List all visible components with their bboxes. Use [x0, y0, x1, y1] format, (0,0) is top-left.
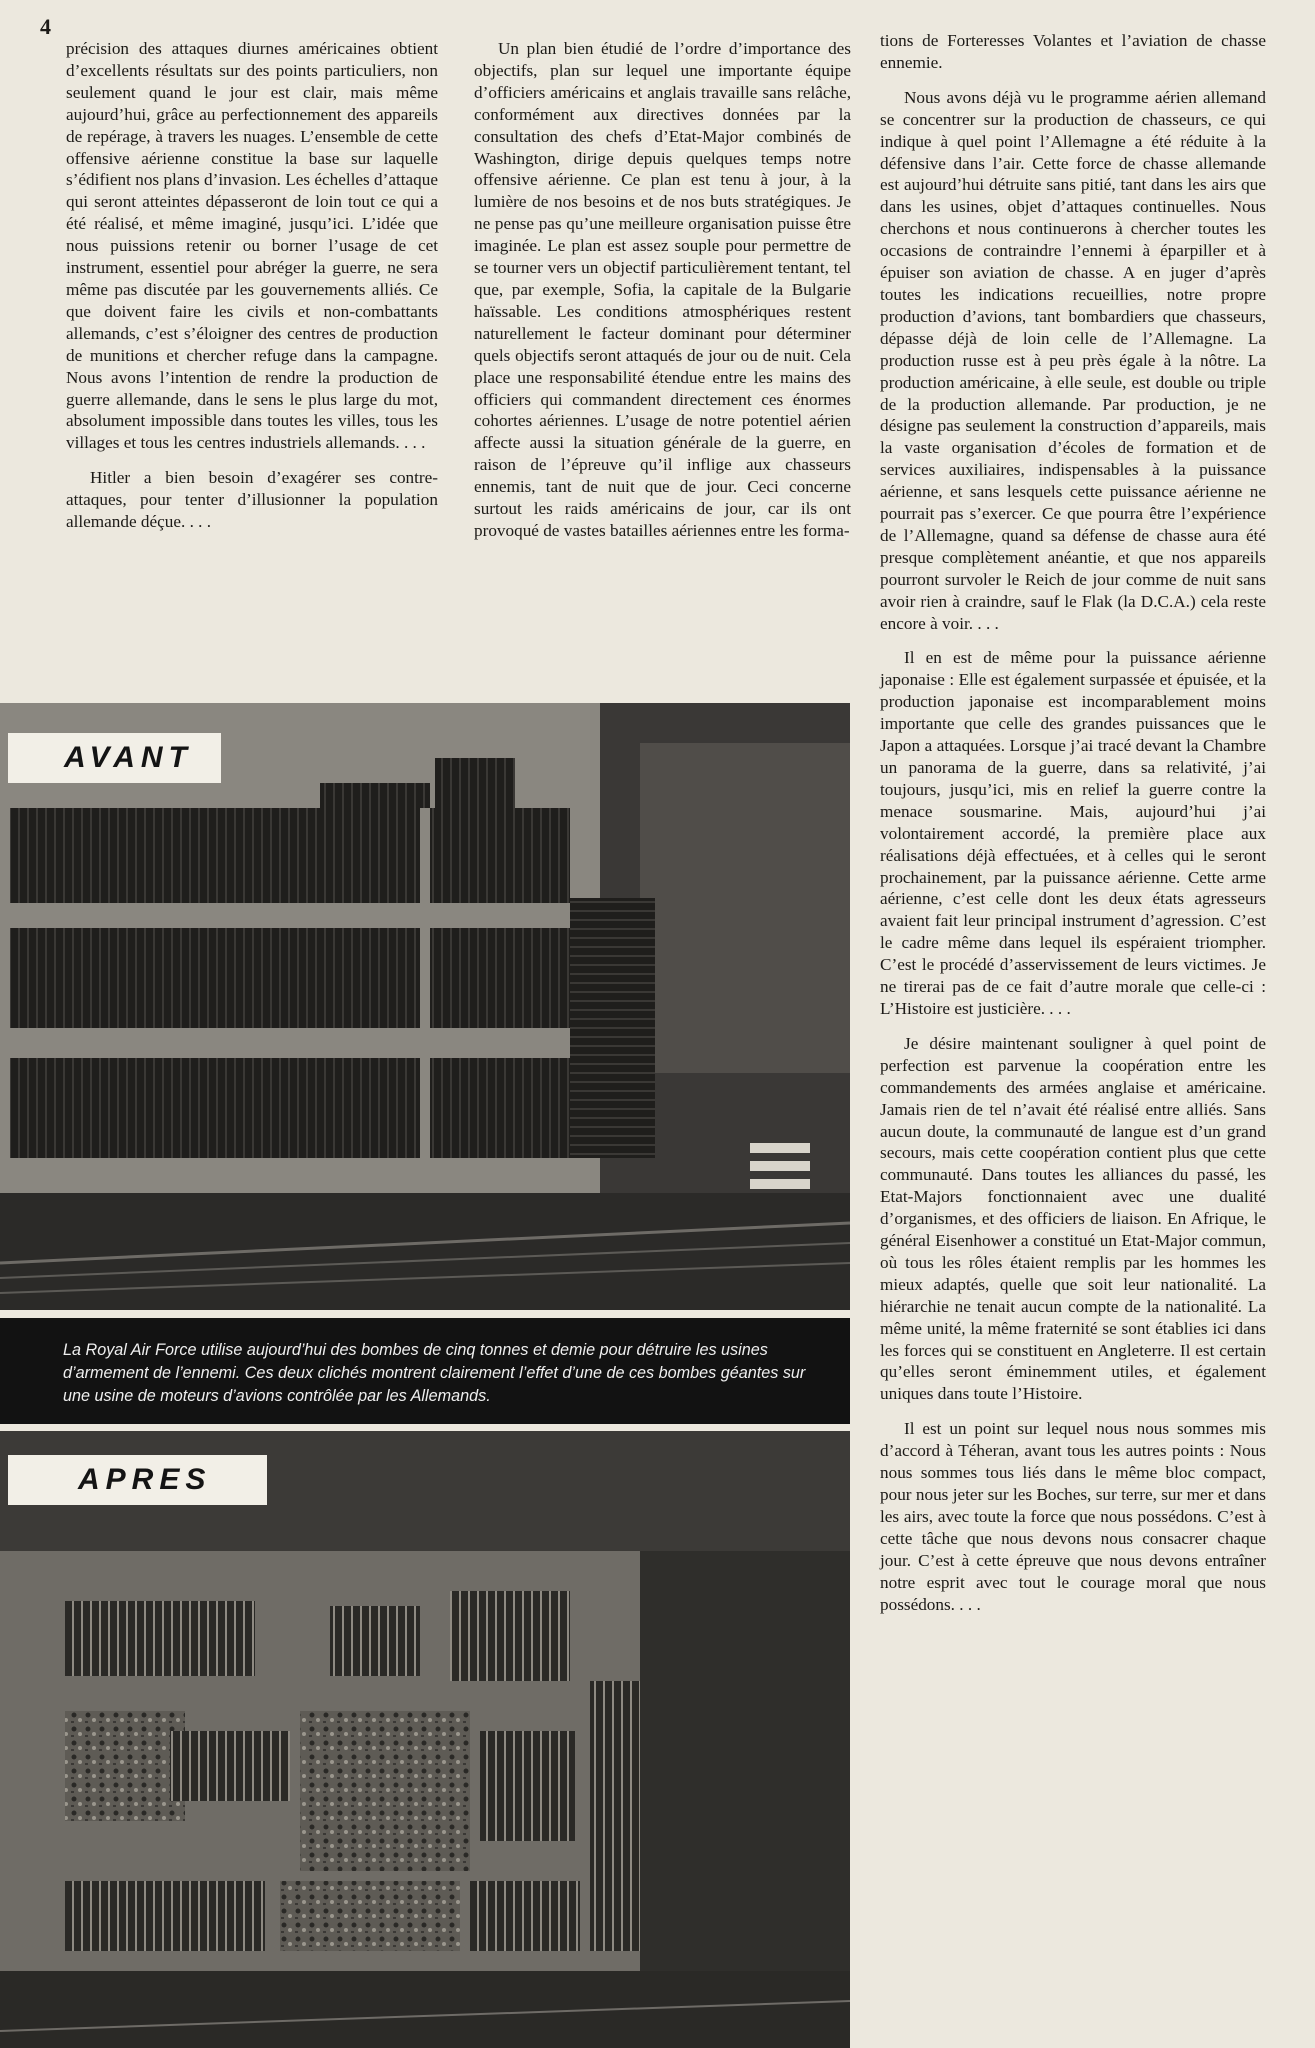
factory-halls	[10, 758, 655, 1158]
paragraph: précision des attaques diurnes américaines obtient d’excellents résultats sur des points particuliers, non seulement quand le jour est clair, mais même aujourd’hui, grâce au perfectionnement des appareils de repérage, à travers les nuages. L’ensemble de cette offensive aérienne constitue la base sur laquelle s’édifient nos plans d’invasion. Les échelles d’attaque qui seront atteintes dépasseront de loin tout ce qui a été réalisé, et même imaginé, jusqu’ici. L’idée que nous puissions retenir ou borner l’usage de cet instrument, essentiel pour abréger la guerre, ne sera même pas discutée par les gouvernements alliés. Ce que doivent faire les civils et non-combattants allemands, c’est s’éloigner des centres de production de munitions et chercher refuge dans la campagne. Nous avons l’intention de rendre la production de guerre allemande, dans le sens le plus large du mot, absolument impossible dans toutes les villes, tous les villages et tous les centres industriels allemands. . . .	[66, 39, 438, 453]
aerial-photo-before	[0, 703, 850, 1310]
after-label: APRES	[8, 1455, 267, 1505]
paragraph: Hitler a bien besoin d’exagérer ses contre-attaques, pour tenter d’illusionner la population allemande déçue. . . .	[66, 468, 438, 532]
factory-bombed-image	[0, 1431, 850, 2048]
photo-caption: La Royal Air Force utilise aujourd’hui des bombes de cinq tonnes et demie pour détruire les usines d’armement de l’ennemi. Ces deux clichés montrent clairement l’effet d’une de ces bombes géantes sur une usine de moteurs d’avions contrôlée par les Allemands.	[0, 1318, 850, 1424]
factory-intact-image	[0, 703, 850, 1310]
aerial-photo-after	[0, 1431, 850, 2048]
text-column-2	[474, 38, 851, 555]
page-number: 4	[40, 14, 51, 39]
paragraph: Il est un point sur lequel nous nous sommes mis d’accord à Téheran, avant tous les autres points : Nous nous sommes tous liés dans le même bloc compact, pour nous jeter sur les Boches, sur terre, sur mer et dans les airs, avec toute la force que nous possédons. C’est à cette tâche que nous devons nous consacrer chaque jour. C’est à cette épreuve que nous devons entraîner notre esprit avec tout le courage moral que nous possédons. . . .	[880, 1419, 1266, 1614]
before-label: AVANT	[8, 733, 221, 783]
paragraph: tions de Forteresses Volantes et l’aviation de chasse ennemie.	[880, 31, 1266, 72]
text-column-1	[66, 38, 438, 546]
paragraph: Un plan bien étudié de l’ordre d’importance des objectifs, plan sur lequel une importante équipe d’officiers américains et anglais travaille sans relâche, conformément aux directives données par la consultation des chefs d’Etat-Major combinés de Washington, dirige depuis quelques temps notre offensive aérienne. Ce plan est tenu à jour, à la lumière de nos besoins et de nos buts stratégiques. Je ne pense pas qu’une meilleure organisation puisse être imaginée. Le plan est assez souple pour permettre de se tourner vers un objectif particulièrement tentant, tel que, par exemple, Sofia, la capitale de la Bulgarie haïssable. Les conditions atmosphériques restent naturellement le facteur dominant pour déterminer quels objectifs seront attaqués de jour ou de nuit. Cela place une responsabilité étendue entre les mains des officiers qui commandent directement ces énormes cohortes aériennes. L’usage de notre potentiel aérien affecte aussi la situation générale de la guerre, en raison de l’épreuve qu’il inflige aux chasseurs ennemis, tant de nuit que de jour. Ceci concerne surtout les raids américains de jour, car ils ont provoqué de vastes batailles aériennes entre les forma-	[474, 39, 851, 540]
damaged-factory-halls	[65, 1591, 640, 1951]
text-column-3	[880, 30, 1266, 1628]
paragraph: Je désire maintenant souligner à quel point de perfection est parvenue la coopération entre les commandements des armées anglaise et américaine. Jamais rien de tel n’avait été réalisé entre alliés. Sans aucun doute, la communauté de langue est d’un grand secours, mais cette coopération contient plus que cette communauté. Dans toutes les alliances du passé, les Etat-Majors fonctionnaient avec une dualité d’organismes, et des officiers de liaison. En Afrique, le général Eisenhower a constitué un Etat-Major commun, où tous les rôles étaient remplis par les hommes les mieux adaptés, quelle que soit leur nationalité. La hiérarchie ne tenait aucun compte de la nationalité. La même unité, la même fraternité se sont établies ici dans les forces qui se constituent en Angleterre. Il est certain qu’elles seront éminemment utiles, et également uniques dans toute l’Histoire.	[880, 1033, 1266, 1404]
paragraph: Il en est de même pour la puissance aérienne japonaise : Elle est également surpassée et épuisée, et la production japonaise est incomparablement moins importante que celle des grandes puissances que le Japon a attaquées. Lorsque j’ai tracé devant la Chambre un panorama de la guerre, dans sa relativité, j’ai toujours, jusqu’ici, mis en relief la guerre contre la menace sousmarine. Mais, aujourd’hui j’ai volontairement accordé, la première place aux réalisations déjà effectuées, et à celles qui le seront prochainement, par la puissance aérienne. Cette arme aérienne, c’est celle dont les deux états agresseurs avaient fait leur principal instrument d’agression. C’est le cadre même dans lequel ils espéraient triompher. C’est le procédé d’asservissement de leurs victimes. Je ne tirerai pas de ce fait d’autre morale que celle-ci : L’Histoire est justicière. . . .	[880, 648, 1266, 1018]
paragraph: Nous avons déjà vu le programme aérien allemand se concentrer sur la production de chasseurs, ce qui indique à quel point l’Allemagne a été réduite à la défensive dans l’air. Cette force de chasse allemande est aujourd’hui détruite sans pitié, tant dans les airs que dans les usines, objet d’attaques continuelles. Nous cherchons et nous continuerons à chercher toutes les occasions de contraindre l’ennemi à éparpiller et à épuiser son aviation de chasse. A en juger d’après toutes les indications recueillies, notre propre production d’avions, tant bombardiers que chasseurs, dépasse déjà de loin celle de l’Allemagne. La production russe est à peu près égale à la nôtre. La production américaine, à elle seule, est double ou triple de la production allemande. Par production, je ne désigne pas seulement la construction d’appareils, mais la vaste organisation d’écoles de formation et de services auxiliaires, indispensables à la puissance aérienne, et sans lesquels cette puissance aérienne ne pourrait pas s’exercer. Ce que pourra être l’expérience de l’Allemagne, quand sa défense de chasse aura été presque complètement anéantie, et que nos appareils pourront survoler le Reich de jour comme de nuit sans avoir rien à craindre, sauf le Flak (la D.C.A.) cela reste encore à voir. . . .	[880, 87, 1266, 633]
